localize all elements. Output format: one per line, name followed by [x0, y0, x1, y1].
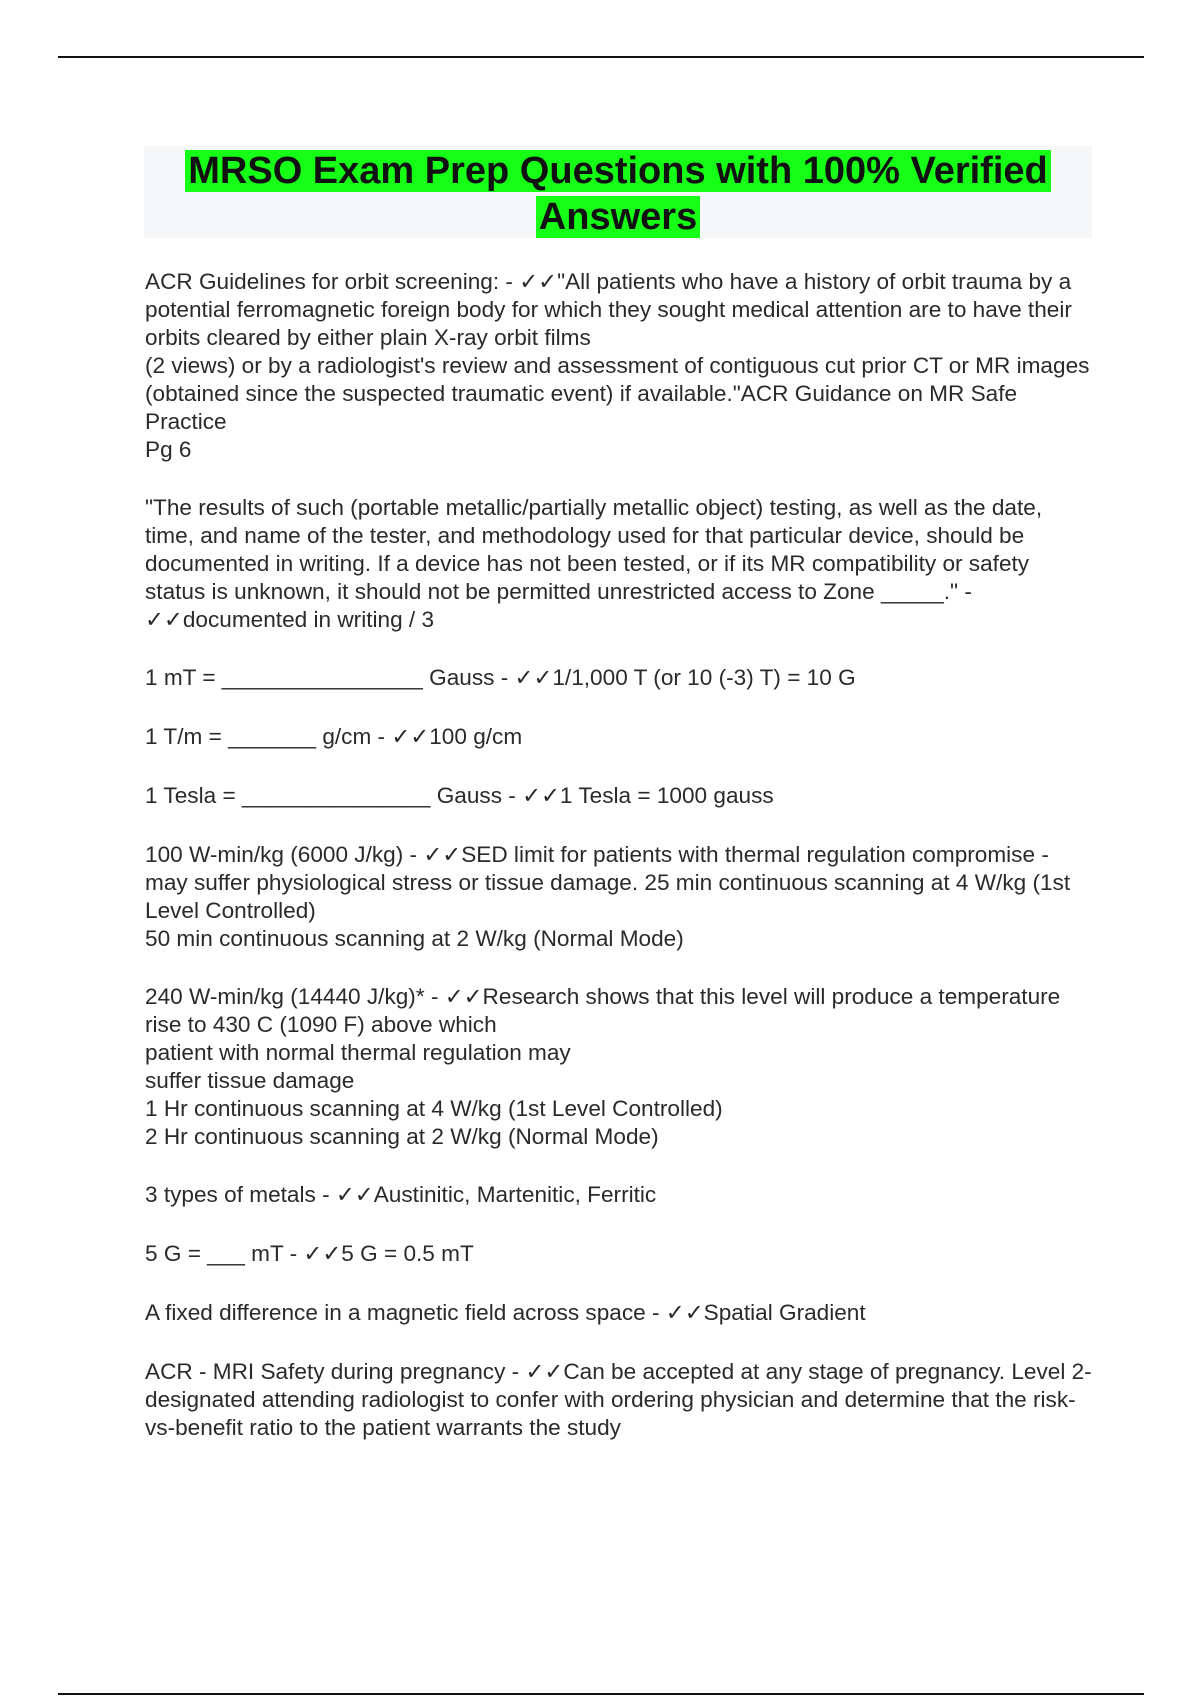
- entry-tesla-to-gauss: 1 Tesla = _______________ Gauss - ✓✓1 Tesla = 1000 gauss: [145, 783, 774, 808]
- document-body: [145, 268, 1095, 1472]
- entry-portable-device-testing: "The results of such (portable metallic/partially metallic object) testing, as well as the date, time, and name of the tester, and methodology used for that particular device, should be documented in writing. If a device has not been tested, or if its MR compatibility or safety status is unknown, it should not be permitted unrestricted access to Zone _____." - ✓✓documented in writing / 3: [145, 495, 1043, 632]
- top-divider: [58, 56, 1144, 58]
- entry-mt-to-gauss: 1 mT = ________________ Gauss - ✓✓1/1,000 T (or 10 (-3) T) = 10 G: [145, 665, 856, 690]
- page-title: [144, 146, 1092, 240]
- bottom-divider: [58, 1693, 1144, 1695]
- entry-mri-pregnancy: ACR - MRI Safety during pregnancy - ✓✓Can be accepted at any stage of pregnancy. Level 2-designated attending radiologist to confer with ordering physician and determine that the risk-vs-benefit ratio to the patient warrants the study: [145, 1359, 1092, 1440]
- entry-gauss-to-mt: 5 G = ___ mT - ✓✓5 G = 0.5 mT: [145, 1241, 474, 1266]
- entry-orbit-screening: ACR Guidelines for orbit screening: - ✓✓"All patients who have a history of orbit trauma by a potential ferromagnetic foreign body for which they sought medical attention are to have their orbits cleared by either plain X-ray orbit films (2 views) or by a radiologist's review and assessment of contiguous cut prior CT or MR images (obtained since the suspected traumatic event) if available."ACR Guidance on MR Safe Practice Pg 6: [145, 269, 1090, 462]
- entry-sed-limit-100: 100 W-min/kg (6000 J/kg) - ✓✓SED limit for patients with thermal regulation compromise - may suffer physiological stress or tissue damage. 25 min continuous scanning at 4 W/kg (1st Level Controlled) 50 min continuous scanning at 2 W/kg (Normal Mode): [145, 842, 1071, 951]
- entry-sed-limit-240: 240 W-min/kg (14440 J/kg)* - ✓✓Research shows that this level will produce a temperature rise to 430 C (1090 F) above which patient with normal thermal regulation may suffer tissue damage 1 Hr continuous scanning at 4 W/kg (1st Level Controlled) 2 Hr continuous scanning at 2 W/kg (Normal Mode): [145, 984, 1061, 1149]
- entry-tm-to-gcm: 1 T/m = _______ g/cm - ✓✓100 g/cm: [145, 724, 523, 749]
- page-title-text: MRSO Exam Prep Questions with 100% Verified Answers: [185, 150, 1051, 238]
- entry-types-of-metals: 3 types of metals - ✓✓Austinitic, Martenitic, Ferritic: [145, 1182, 657, 1207]
- entry-spatial-gradient: A fixed difference in a magnetic field across space - ✓✓Spatial Gradient: [145, 1300, 866, 1325]
- title-box: [144, 146, 1092, 238]
